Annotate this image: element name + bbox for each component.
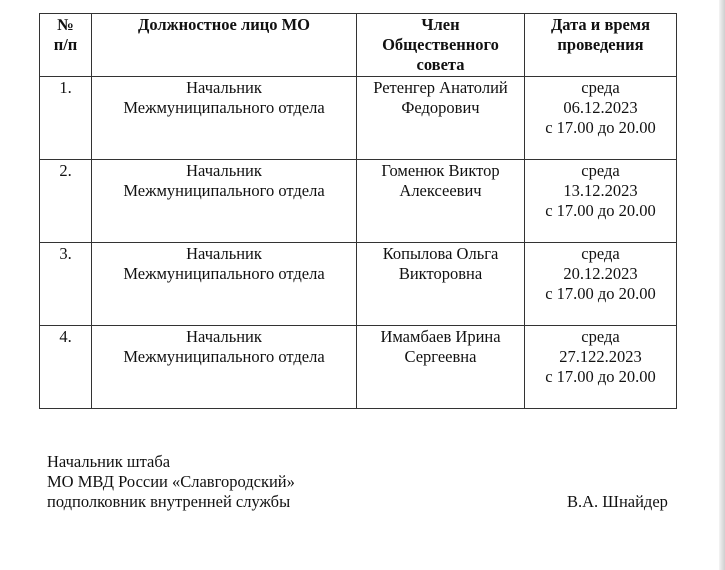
row-official — [92, 77, 357, 160]
official-line: Межмуниципального отдела — [123, 181, 325, 200]
header-num — [40, 14, 92, 77]
official-line: Межмуниципального отдела — [123, 347, 325, 366]
date-line: 20.12.2023 — [563, 264, 638, 283]
table-row — [40, 160, 677, 243]
header-text: Член — [421, 15, 460, 34]
row-num: 4. — [40, 326, 92, 409]
header-date — [525, 14, 677, 77]
row-member — [357, 77, 525, 160]
signer-name: В.А. Шнайдер — [567, 492, 668, 511]
official-line: Начальник — [186, 161, 262, 180]
date-line: среда — [581, 78, 620, 97]
row-num: 2. — [40, 160, 92, 243]
signature-position: Начальник штаба — [47, 452, 171, 471]
official-line: Межмуниципального отдела — [123, 98, 325, 117]
schedule-table — [39, 13, 677, 409]
date-line: среда — [581, 244, 620, 263]
signature-block — [47, 452, 295, 512]
table-row — [40, 243, 677, 326]
official-line: Начальник — [186, 327, 262, 346]
header-text: Общественного — [382, 35, 499, 54]
member-line: Федорович — [401, 98, 480, 117]
row-official — [92, 326, 357, 409]
member-line: Ретенгер Анатолий — [373, 78, 508, 97]
header-official — [92, 14, 357, 77]
table-row — [40, 326, 677, 409]
member-line: Алексеевич — [399, 181, 482, 200]
date-line: с 17.00 до 20.00 — [545, 201, 656, 220]
header-text: № — [57, 15, 74, 34]
date-line: среда — [581, 161, 620, 180]
row-num: 3. — [40, 243, 92, 326]
member-line: Имамбаев Ирина — [380, 327, 501, 346]
row-member — [357, 243, 525, 326]
signature-organization: МО МВД России «Славгородский» — [47, 472, 295, 491]
date-line: 06.12.2023 — [563, 98, 638, 117]
member-line: Викторовна — [398, 264, 483, 283]
row-member — [357, 326, 525, 409]
date-line: с 17.00 до 20.00 — [545, 284, 656, 303]
member-line: Гоменюк Виктор — [381, 161, 500, 180]
table-row — [40, 77, 677, 160]
date-line: 27.122.2023 — [559, 347, 642, 366]
page-edge — [719, 0, 725, 570]
table-header-row — [40, 14, 677, 77]
row-date — [525, 243, 677, 326]
row-official — [92, 243, 357, 326]
member-line: Копылова Ольга — [382, 244, 499, 263]
row-member — [357, 160, 525, 243]
header-text: проведения — [557, 35, 644, 54]
member-line: Сергеевна — [404, 347, 477, 366]
signature-rank: подполковник внутренней службы — [47, 492, 291, 511]
date-line: с 17.00 до 20.00 — [545, 367, 656, 386]
date-line: с 17.00 до 20.00 — [545, 118, 656, 137]
official-line: Начальник — [186, 78, 262, 97]
date-line: среда — [581, 327, 620, 346]
header-text: Дата и время — [550, 15, 651, 34]
row-date — [525, 160, 677, 243]
date-line: 13.12.2023 — [563, 181, 638, 200]
header-member — [357, 14, 525, 77]
header-text: совета — [416, 55, 465, 74]
row-num: 1. — [40, 77, 92, 160]
header-text: п/п — [53, 35, 78, 54]
row-date — [525, 77, 677, 160]
row-date — [525, 326, 677, 409]
official-line: Начальник — [186, 244, 262, 263]
header-text: Должностное лицо МО — [137, 15, 311, 34]
official-line: Межмуниципального отдела — [123, 264, 325, 283]
row-official — [92, 160, 357, 243]
